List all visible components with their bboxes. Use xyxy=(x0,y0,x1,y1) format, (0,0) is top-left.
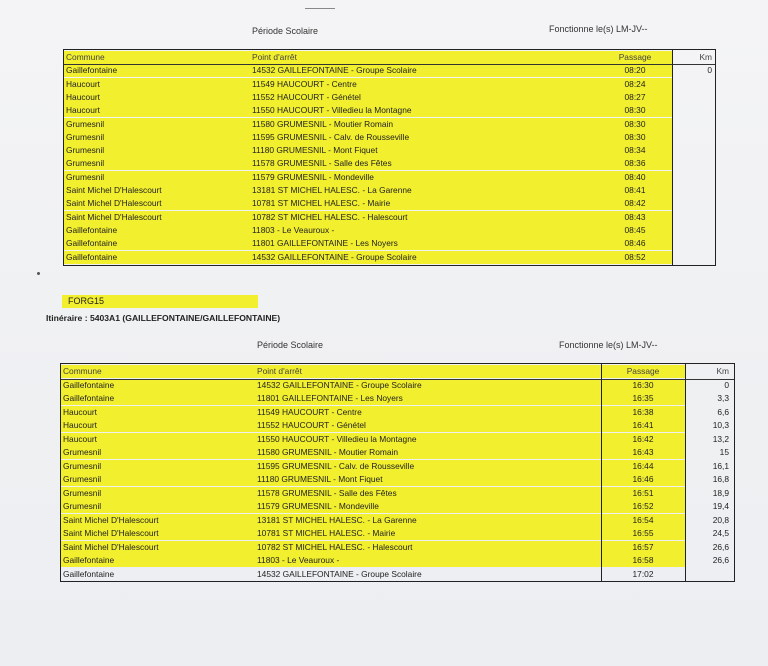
time-cell: 16:42 xyxy=(632,433,654,444)
table-header-row xyxy=(64,51,715,64)
header-stop-cell: Point d'arrêt xyxy=(252,52,297,62)
table-row xyxy=(64,118,715,131)
commune-cell: Haucourt xyxy=(66,91,100,102)
km-cell xyxy=(676,157,712,170)
stop-cell: 11801 GAILLEFONTAINE - Les Noyers xyxy=(252,238,398,249)
time-cell: 08:34 xyxy=(624,145,646,156)
commune-cell: Haucourt xyxy=(63,420,97,430)
cut-off-text-mark xyxy=(305,8,335,9)
table-row xyxy=(61,500,734,513)
periode-label-top: Période Scolaire xyxy=(252,26,319,36)
km-cell: 0 xyxy=(724,379,729,390)
table-row xyxy=(61,473,734,486)
column-divider xyxy=(672,50,673,265)
time-cell: 08:30 xyxy=(624,105,646,116)
km-cell: 26,6 xyxy=(712,555,729,565)
table-header-row xyxy=(61,365,734,378)
km-cell: 15 xyxy=(719,447,729,457)
commune-cell: Gaillefontaine xyxy=(63,379,115,390)
time-cell: 16:38 xyxy=(632,406,654,417)
km-cell xyxy=(676,184,712,197)
time-cell: 08:30 xyxy=(624,118,646,129)
stop-cell: 10782 ST MICHEL HALESC. - Halescourt xyxy=(257,541,413,552)
commune-cell: Grumesnil xyxy=(66,171,105,182)
time-cell: 16:58 xyxy=(632,555,654,565)
km-cell xyxy=(691,568,729,581)
stop-cell: 11552 HAUCOURT - Génétel xyxy=(257,420,366,430)
stop-cell: 11801 GAILLEFONTAINE - Les Noyers xyxy=(257,393,403,403)
km-cell xyxy=(676,197,712,210)
route-code-highlight: FORG15 xyxy=(62,295,258,308)
table-row xyxy=(61,419,734,432)
table-row xyxy=(61,446,734,459)
commune-cell: Grumesnil xyxy=(66,118,105,129)
km-cell: 0 xyxy=(707,65,712,76)
time-cell: 08:42 xyxy=(624,198,646,209)
stop-cell: 13181 ST MICHEL HALESC. - La Garenne xyxy=(257,514,417,525)
time-cell: 16:54 xyxy=(632,514,654,525)
table-row xyxy=(64,251,715,264)
table-row xyxy=(61,379,734,392)
stop-cell: 11579 GRUMESNIL - Mondeville xyxy=(257,501,379,511)
table-row xyxy=(64,104,715,117)
km-cell: 3,3 xyxy=(717,393,729,403)
km-cell: 19,4 xyxy=(712,501,729,511)
km-cell: 16,1 xyxy=(712,460,729,471)
time-cell: 16:51 xyxy=(632,487,654,498)
table-row xyxy=(61,514,734,527)
stop-cell: 11552 HAUCOURT - Génétel xyxy=(252,91,361,102)
stop-cell: 11803 - Le Veauroux - xyxy=(252,224,335,235)
commune-cell: Haucourt xyxy=(63,433,97,444)
km-cell xyxy=(676,91,712,104)
time-cell: 08:43 xyxy=(624,211,646,222)
commune-cell: Saint Michel D'Halescourt xyxy=(63,541,159,552)
table-row xyxy=(64,78,715,91)
time-cell: 16:41 xyxy=(632,420,654,430)
stop-cell: 10781 ST MICHEL HALESC. - Mairie xyxy=(257,528,396,538)
periode-label-bottom: Période Scolaire xyxy=(257,340,324,350)
header-commune-cell: Commune xyxy=(66,52,105,62)
itineraire-label: Itinéraire : 5403A1 (GAILLEFONTAINE/GAILLEFONTAINE) xyxy=(46,313,281,323)
header-time-cell: Passage xyxy=(626,366,660,376)
fonctionne-label-top: Fonctionne le(s) LM-JV-- xyxy=(549,24,648,34)
stop-cell: 11578 GRUMESNIL - Salle des Fêtes xyxy=(257,487,397,498)
stop-cell: 11595 GRUMESNIL - Calv. de Rousseville xyxy=(257,460,415,471)
table-row xyxy=(64,184,715,197)
time-cell: 16:55 xyxy=(632,528,654,538)
table-row xyxy=(64,211,715,224)
stop-cell: 14532 GAILLEFONTAINE - Groupe Scolaire xyxy=(252,65,417,76)
time-cell: 16:46 xyxy=(632,474,654,484)
km-cell xyxy=(676,144,712,157)
km-cell: 26,6 xyxy=(712,541,729,552)
commune-cell: Saint Michel D'Halescourt xyxy=(66,198,162,209)
time-cell: 08:41 xyxy=(624,185,646,195)
header-km-cell: Km xyxy=(716,366,729,376)
commune-cell: Grumesnil xyxy=(63,474,102,484)
stop-cell: 11803 - Le Veauroux - xyxy=(257,555,340,565)
table-row xyxy=(61,406,734,419)
time-cell: 16:44 xyxy=(632,460,654,471)
header-km-cell: Km xyxy=(699,52,712,62)
time-cell: 16:43 xyxy=(632,447,654,457)
stop-cell: 11549 HAUCOURT - Centre xyxy=(252,78,357,89)
km-cell: 18,9 xyxy=(712,487,729,498)
header-stop-cell: Point d'arrêt xyxy=(257,366,302,376)
table-row xyxy=(64,197,715,210)
table-row xyxy=(64,224,715,237)
time-cell: 08:46 xyxy=(624,238,646,249)
km-cell xyxy=(676,251,712,264)
km-cell: 20,8 xyxy=(712,514,729,525)
table-row xyxy=(61,568,734,581)
km-cell: 6,6 xyxy=(717,406,729,417)
stop-cell: 11549 HAUCOURT - Centre xyxy=(257,406,362,417)
time-cell: 08:20 xyxy=(624,65,646,76)
commune-cell: Grumesnil xyxy=(63,447,102,457)
km-cell xyxy=(676,211,712,224)
table-row xyxy=(64,91,715,104)
commune-cell: Grumesnil xyxy=(63,501,102,511)
header-commune-cell: Commune xyxy=(63,366,102,376)
stop-cell: 11550 HAUCOURT - Villedieu la Montagne xyxy=(252,105,412,116)
commune-cell: Saint Michel D'Halescourt xyxy=(63,514,159,525)
km-cell xyxy=(676,237,712,250)
km-cell: 24,5 xyxy=(712,528,729,538)
km-cell xyxy=(676,224,712,237)
table-row xyxy=(64,131,715,144)
commune-cell: Gaillefontaine xyxy=(63,568,115,579)
time-cell: 16:52 xyxy=(632,501,654,511)
schedule-table-bottom xyxy=(60,363,735,582)
time-cell: 08:40 xyxy=(624,171,646,182)
commune-cell: Saint Michel D'Halescourt xyxy=(66,185,162,195)
time-cell: 08:52 xyxy=(624,251,646,262)
table-row xyxy=(61,554,734,567)
stop-cell: 11180 GRUMESNIL - Mont Fiquet xyxy=(252,145,378,156)
commune-cell: Grumesnil xyxy=(63,460,102,471)
km-cell xyxy=(676,104,712,117)
commune-cell: Gaillefontaine xyxy=(66,224,118,235)
table-row xyxy=(64,171,715,184)
stop-cell: 10781 ST MICHEL HALESC. - Mairie xyxy=(252,198,391,209)
commune-cell: Gaillefontaine xyxy=(66,238,118,249)
km-cell: 13,2 xyxy=(712,433,729,444)
table-row xyxy=(64,157,715,170)
table-row xyxy=(61,433,734,446)
stop-cell: 13181 ST MICHEL HALESC. - La Garenne xyxy=(252,185,412,195)
commune-cell: Haucourt xyxy=(66,78,100,89)
stop-cell: 11579 GRUMESNIL - Mondeville xyxy=(252,171,374,182)
commune-cell: Gaillefontaine xyxy=(66,251,118,262)
time-cell: 16:35 xyxy=(632,393,654,403)
commune-cell: Gaillefontaine xyxy=(63,393,115,403)
km-cell: 16,8 xyxy=(712,474,729,484)
commune-cell: Haucourt xyxy=(66,105,100,116)
table-row xyxy=(64,237,715,250)
table-row xyxy=(64,144,715,157)
column-divider xyxy=(685,364,686,581)
stop-cell: 11578 GRUMESNIL - Salle des Fêtes xyxy=(252,158,392,169)
commune-cell: Saint Michel D'Halescourt xyxy=(63,528,159,538)
time-cell: 08:36 xyxy=(624,158,646,169)
header-time-cell: Passage xyxy=(618,52,652,62)
time-cell: 08:30 xyxy=(624,131,646,142)
time-cell: 08:24 xyxy=(624,78,646,89)
commune-cell: Gaillefontaine xyxy=(66,65,118,76)
time-cell: 17:02 xyxy=(632,568,654,579)
time-cell: 08:27 xyxy=(624,91,646,102)
schedule-table-top xyxy=(63,49,716,266)
stop-cell: 11180 GRUMESNIL - Mont Fiquet xyxy=(257,474,383,484)
commune-cell: Grumesnil xyxy=(63,487,102,498)
stop-cell: 14532 GAILLEFONTAINE - Groupe Scolaire xyxy=(252,251,417,262)
commune-cell: Haucourt xyxy=(63,406,97,417)
time-cell: 16:30 xyxy=(632,379,654,390)
table-row xyxy=(61,527,734,540)
stop-cell: 11595 GRUMESNIL - Calv. de Rousseville xyxy=(252,131,410,142)
table-row xyxy=(61,541,734,554)
header-rule xyxy=(61,379,734,380)
fonctionne-label-bottom: Fonctionne le(s) LM-JV-- xyxy=(559,340,658,350)
km-cell xyxy=(676,131,712,144)
commune-cell: Grumesnil xyxy=(66,158,105,169)
commune-cell: Saint Michel D'Halescourt xyxy=(66,211,162,222)
table-row xyxy=(61,460,734,473)
table-row xyxy=(61,392,734,405)
table-row xyxy=(64,64,715,77)
time-cell: 16:57 xyxy=(632,541,654,552)
km-cell: 10,3 xyxy=(712,420,729,430)
commune-cell: Grumesnil xyxy=(66,145,105,156)
header-rule xyxy=(64,64,715,65)
commune-cell: Grumesnil xyxy=(66,131,105,142)
km-cell xyxy=(676,171,712,184)
stray-mark xyxy=(37,272,40,275)
table-row xyxy=(61,487,734,500)
km-cell xyxy=(676,118,712,131)
time-cell: 08:45 xyxy=(624,224,646,235)
km-cell xyxy=(676,78,712,91)
stop-cell: 11580 GRUMESNIL - Moutier Romain xyxy=(252,118,394,129)
stop-cell: 10782 ST MICHEL HALESC. - Halescourt xyxy=(252,211,408,222)
stop-cell: 14532 GAILLEFONTAINE - Groupe Scolaire xyxy=(257,568,422,579)
column-divider xyxy=(601,364,602,581)
stop-cell: 11550 HAUCOURT - Villedieu la Montagne xyxy=(257,433,417,444)
stop-cell: 14532 GAILLEFONTAINE - Groupe Scolaire xyxy=(257,379,422,390)
commune-cell: Gaillefontaine xyxy=(63,555,115,565)
stop-cell: 11580 GRUMESNIL - Moutier Romain xyxy=(257,447,399,457)
